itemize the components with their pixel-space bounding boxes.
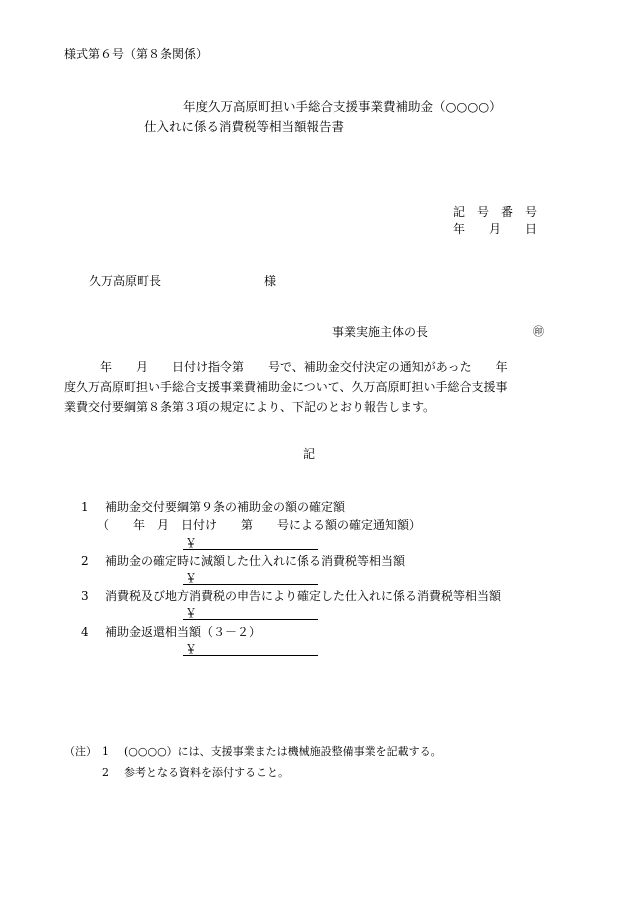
body-line-2: 度久万高原町担い手総合支援事業費補助金について、久万高原町担い手総合支援事 (64, 380, 508, 394)
note-2-number: 2 (102, 766, 109, 779)
item-label: 補助金交付要綱第９条の補助金の額の確定額 (105, 500, 346, 514)
title-line-1: 年度久万高原町担い手総合支援事業費補助金（○○○○） (183, 99, 502, 114)
amount-line (183, 584, 318, 585)
yen-symbol: ￥ (185, 642, 198, 656)
item-label: 消費税及び地方消費税の申告により確定した仕入れに係る消費税等相当額 (105, 589, 502, 603)
note-1-number: 1 (102, 745, 109, 758)
document-date: 年 月 日 (453, 222, 538, 236)
addressee-name: 久万高原町長 (89, 274, 162, 288)
form-number: 様式第６号（第８条関係） (64, 47, 209, 61)
item-number: 2 (81, 554, 89, 568)
note-1-text: (○○○○）には、支援事業または機械施設整備事業を記載する。 (124, 745, 442, 758)
item-number: 4 (81, 625, 89, 639)
item-label: 補助金の確定時に減額した仕入れに係る消費税等相当額 (105, 554, 406, 568)
body-line-1: 年 月 日付け指令第 号で、補助金交付決定の通知があった 年 (64, 360, 508, 374)
seal-mark: ㊞ (533, 325, 544, 338)
yen-symbol: ￥ (185, 571, 198, 585)
title-line-2: 仕入れに係る消費税等相当額報告書 (144, 119, 345, 134)
note-2-text: 参考となる資料を添付すること。 (124, 766, 289, 779)
body-line-3: 業費交付要綱第８条第３項の規定により、下記のとおり報告します。 (64, 400, 436, 414)
amount-line (183, 655, 318, 656)
sender-label: 事業実施主体の長 (332, 325, 429, 339)
item-sub: （ 年 月 日付け 第 号による額の確定通知額） (97, 518, 422, 532)
document-number: 記 号 番 号 (453, 205, 538, 219)
item-label: 補助金返還相当額（３－２） (105, 625, 262, 639)
ki-heading: 記 (303, 447, 316, 461)
item-number: 1 (81, 500, 89, 514)
report-body (64, 357, 564, 417)
addressee-honorific: 様 (264, 274, 277, 288)
amount-line (183, 549, 318, 550)
item-number: 3 (81, 589, 89, 603)
yen-symbol: ￥ (185, 536, 198, 550)
amount-line (183, 619, 318, 620)
yen-symbol: ￥ (185, 606, 198, 620)
notes-prefix: （注） (64, 745, 97, 758)
